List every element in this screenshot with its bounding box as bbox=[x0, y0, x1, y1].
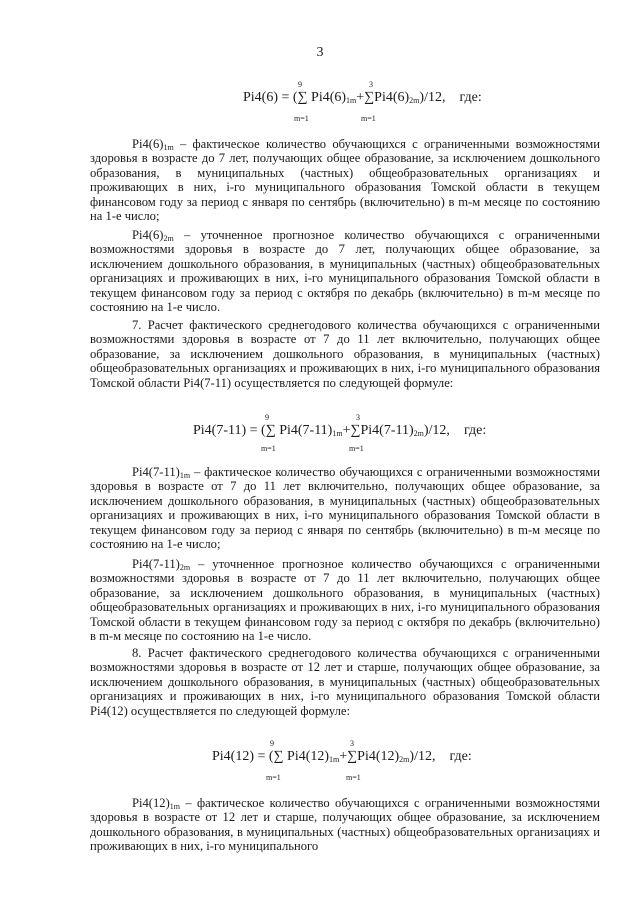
sum1-lower-limit: m=1 bbox=[294, 114, 309, 123]
formula-pi4-6 bbox=[0, 80, 640, 132]
sum2-lower-limit: m=1 bbox=[361, 114, 376, 123]
formula-expression: Pi4(7-11) = (∑ $Pi4(7-11)_{1m}+\sum Pi4(7-11)_{2m})/12$, где: bbox=[193, 423, 487, 438]
definition-pi4-12-1m: $Pi4(12)_{1m}$ – фактическое количество обучающихся с ограниченными возможностями здоровья в возрасте от 12 лет и старше, получающих общее образование, за исключением дошкольного образования, в муниципальных (частных) общеобразовательных организациях и проживающих в них, i-го муниципального bbox=[90, 796, 600, 854]
page-number: 3 bbox=[316, 45, 324, 60]
sum2-lower-limit: m=1 bbox=[349, 444, 364, 453]
paragraph-item-8: 8. Расчет фактического среднегодового количества обучающихся с ограниченными возможностями здоровья в возрасте от 12 лет и старше, получающих общее образование, за исключением дошкольного образования, в муниципальных (частных) общеобразовательных организациях и проживающих в них, i-го муниципального образования Томской области Pi4(12) осуществляется по следующей формуле: bbox=[90, 646, 600, 718]
sum2-lower-limit: m=1 bbox=[346, 773, 361, 782]
formula-pi4-7-11 bbox=[0, 413, 640, 465]
paragraph-item-7: 7. Расчет фактического среднегодового количества обучающихся с ограниченными возможностями здоровья в возрасте от 7 до 11 лет включительно, получающих общее образование, за исключением дошкольного образования, в муниципальных (частных) общеобразовательных организациях и проживающих в них, i-го муниципального образования Томской области Pi4(7-11) осуществляется по следующей формуле: bbox=[90, 318, 600, 390]
sum1-upper-limit: 9 bbox=[298, 80, 302, 89]
sum2-upper-limit: 3 bbox=[356, 413, 360, 422]
sum1-lower-limit: m=1 bbox=[261, 444, 276, 453]
definition-pi4-7-11-1m: $Pi4(7-11)_{1m}$ – фактическое количество обучающихся с ограниченными возможностями здоровья в возрасте от 7 до 11 лет включительно, получающих общее образование, за исключением дошкольного образования, в муниципальных (частных) общеобразовательных организациях и проживающих в них, i-го муниципального образования Томской области в текущем финансовом году за период с января по сентябрь (включительно) в m-м месяце по состоянию на 1-е число; bbox=[90, 465, 600, 552]
definition-pi4-7-11-2m: $Pi4(7-11)_{2m}$ – уточненное прогнозное количество обучающихся с ограниченными возможностями здоровья в возрасте от 7 до 11 лет включительно, получающих общее образование, за исключением дошкольного образования, в муниципальных (частных) общеобразовательных организациях и проживающих в них, i-го муниципального образования Томской области в текущем финансовом году за период с октября по декабрь (включительно) в m-м месяце по состоянию на 1-е число. bbox=[90, 557, 600, 644]
formula-expression: Pi4(12) = (∑ $Pi4(12)_{1m}+\sum Pi4(12)_{2m})/12$, где: bbox=[212, 749, 472, 764]
formula-expression: Pi4(6) = (∑ $Pi4(6)_{1m}+\sum Pi4(6)_{2m})/12$, где: bbox=[243, 90, 482, 105]
definition-pi4-6-1m: $Pi4(6)_{1m}$ – фактическое количество обучающихся с ограниченными возможностями здоровья в возрасте до 7 лет, получающих общее образование, за исключением дошкольного образования, в муниципальных (частных) общеобразовательных организациях и проживающих в них, i-го муниципального образования Томской области в текущем финансовом году за период с января по сентябрь (включительно) в m-м месяце по состоянию на 1-е число; bbox=[90, 137, 600, 224]
sum1-upper-limit: 9 bbox=[270, 739, 274, 748]
formula-pi4-12 bbox=[0, 739, 640, 791]
sum1-upper-limit: 9 bbox=[265, 413, 269, 422]
sum2-upper-limit: 3 bbox=[369, 80, 373, 89]
sum2-upper-limit: 3 bbox=[350, 739, 354, 748]
sum1-lower-limit: m=1 bbox=[266, 773, 281, 782]
definition-pi4-6-2m: $Pi4(6)_{2m}$ – уточненное прогнозное количество обучающихся с ограниченными возможностями здоровья в возрасте до 7 лет, получающих общее образование, за исключением дошкольного образования, в муниципальных (частных) общеобразовательных организациях и проживающих в них, i-го муниципального образования Томской области в текущем финансовом году за период с октября по декабрь (включительно) в m-м месяце по состоянию на 1-е число. bbox=[90, 228, 600, 315]
